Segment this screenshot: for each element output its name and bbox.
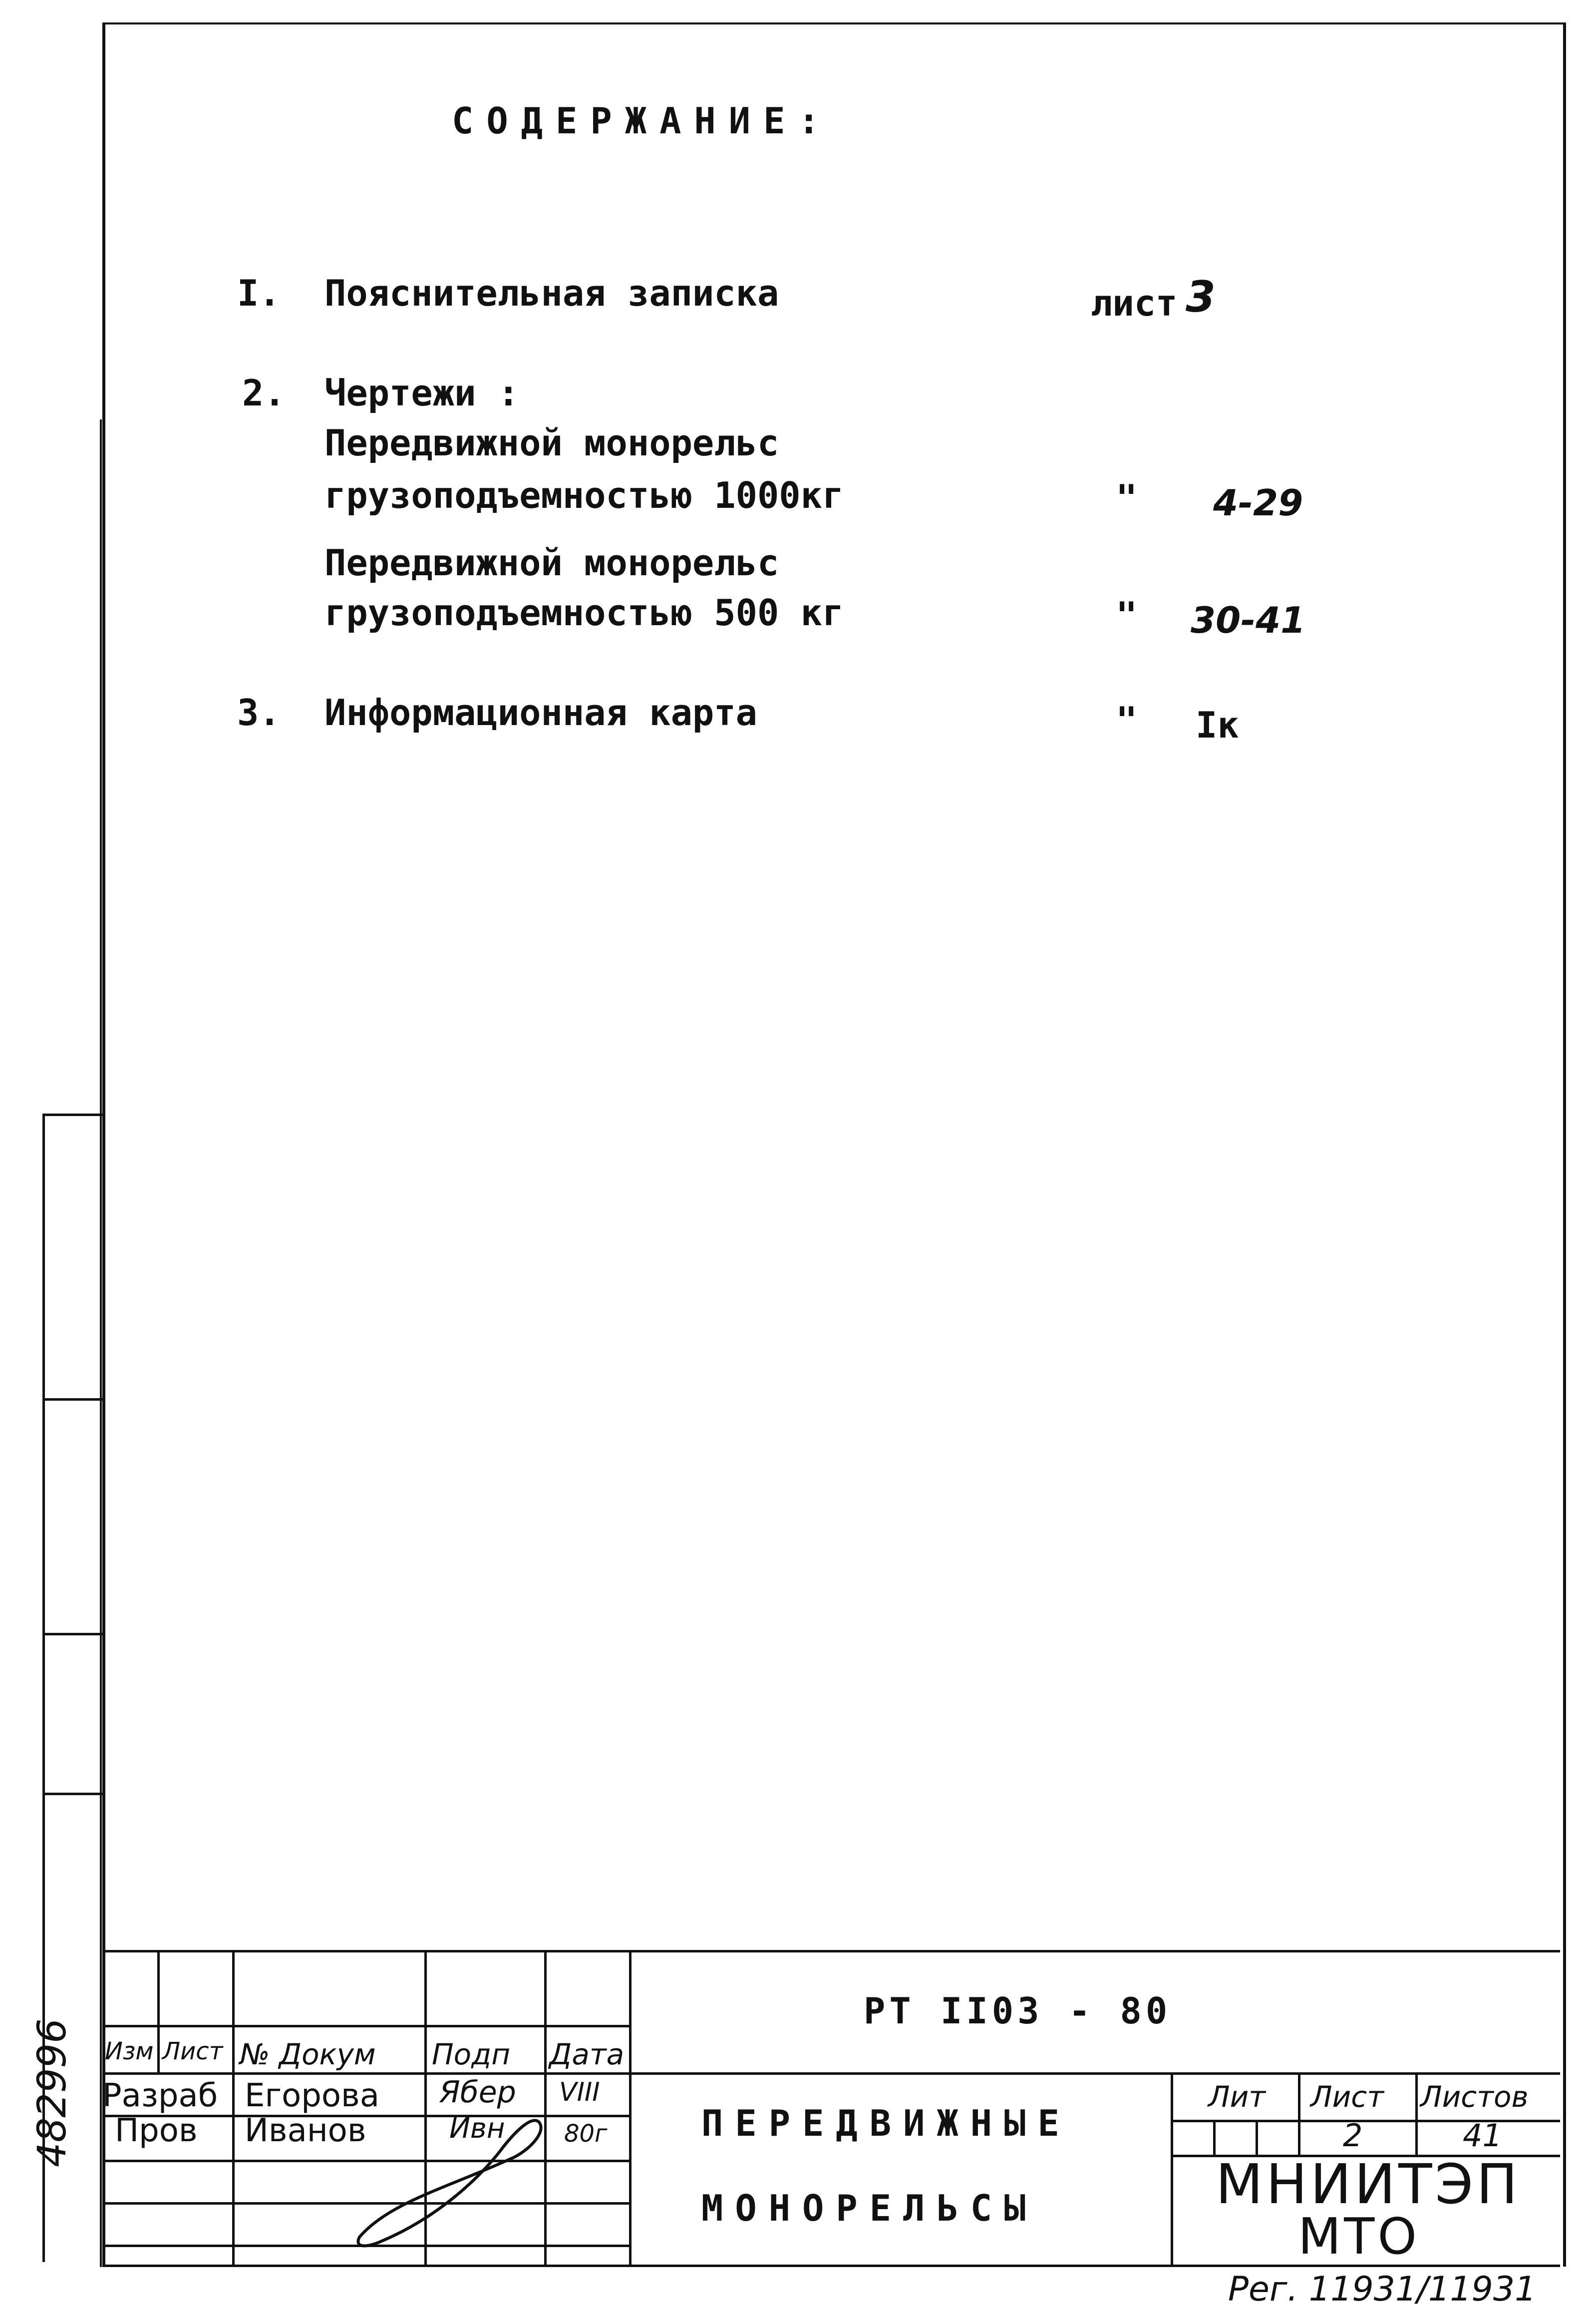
- toc-item-text: Передвижной монорельс: [324, 422, 779, 464]
- toc-item-number: I.: [237, 272, 281, 314]
- stamp-lit-label: Лит: [1208, 2080, 1266, 2114]
- stamp-name-line2: МОНОРЕЛЬСЫ: [701, 2187, 1038, 2229]
- stamp-line: [102, 2025, 632, 2027]
- stamp-person: Иванов: [245, 2112, 366, 2149]
- stamp-line: [157, 1950, 160, 2075]
- stamp-sheets-label: Листов: [1420, 2080, 1529, 2114]
- stamp-org-line2: МТО: [1298, 2207, 1420, 2266]
- toc-ref-value: 3: [1186, 272, 1216, 322]
- stamp-line: [1298, 2072, 1300, 2155]
- sheet-frame: [102, 22, 1566, 2267]
- toc-item-text: Чертежи :: [324, 372, 520, 414]
- stamp-role: Пров: [115, 2112, 198, 2149]
- stamp-line: [1256, 2120, 1258, 2155]
- side-inventory-number: 482996: [30, 2018, 75, 2167]
- toc-ref-label: лист: [1091, 282, 1178, 324]
- toc-ref-label: ": [1116, 699, 1138, 741]
- margin-strip-divider: [42, 1398, 105, 1401]
- toc-item-text: грузоподъемностью 500 кг: [324, 592, 844, 634]
- toc-item-text: грузоподъемностью 1000кг: [324, 474, 844, 516]
- stamp-header-sign: Подп: [432, 2037, 511, 2071]
- stamp-org-line1: МНИИТЭП: [1216, 2152, 1521, 2216]
- stamp-header-izm: Изм: [105, 2037, 154, 2065]
- stamp-line: [629, 1950, 632, 2265]
- stamp-sheet-label: Лист: [1310, 2080, 1384, 2114]
- stamp-person: Егорова: [245, 2077, 379, 2114]
- toc-ref-value: 4-29: [1213, 482, 1303, 524]
- stamp-line: [1171, 2072, 1173, 2265]
- stamp-header-doc: № Докум: [240, 2037, 376, 2071]
- stamp-date: 80г: [564, 2120, 608, 2148]
- stamp-designation: РТ II03 - 80: [864, 1990, 1172, 2032]
- toc-ref-label: ": [1116, 594, 1138, 636]
- stamp-line: [232, 1950, 235, 2265]
- stamp-signature: Ябер: [439, 2075, 516, 2110]
- margin-strip-divider: [42, 1793, 105, 1795]
- stamp-signature: Ивн: [449, 2112, 505, 2145]
- stamp-sheets-value: 41: [1463, 2117, 1502, 2154]
- signature-flourish: [349, 2102, 559, 2252]
- toc-item-number: 3.: [237, 692, 281, 734]
- stamp-sheet-value: 2: [1343, 2117, 1363, 2154]
- stamp-line: [1213, 2120, 1216, 2155]
- page-title: СОДЕРЖАНИЕ:: [452, 100, 833, 142]
- toc-item-text: Пояснительная записка: [324, 272, 779, 314]
- stamp-header-list: Лист: [162, 2037, 223, 2065]
- toc-item-text: Информационная карта: [324, 692, 757, 734]
- stamp-line: [102, 2072, 1560, 2075]
- stamp-line: [1415, 2072, 1418, 2155]
- toc-ref-value: Iк: [1196, 704, 1239, 746]
- margin-strip-divider: [42, 1114, 105, 1116]
- binding-line: [100, 419, 102, 2267]
- stamp-role: Разраб: [102, 2077, 218, 2114]
- margin-strip-divider: [42, 1633, 105, 1635]
- toc-ref-value: 30-41: [1191, 599, 1306, 641]
- toc-ref-label: ": [1116, 477, 1138, 519]
- toc-item-number: 2.: [242, 372, 286, 414]
- stamp-name-line1: ПЕРЕДВИЖНЫЕ: [701, 2102, 1071, 2144]
- stamp-line: [102, 1950, 1560, 1952]
- bottom-registration: Рег. 11931/11931: [1228, 2270, 1537, 2309]
- stamp-date: VIII: [559, 2077, 600, 2107]
- toc-item-text: Передвижной монорельс: [324, 542, 779, 584]
- stamp-header-date: Дата: [549, 2037, 625, 2071]
